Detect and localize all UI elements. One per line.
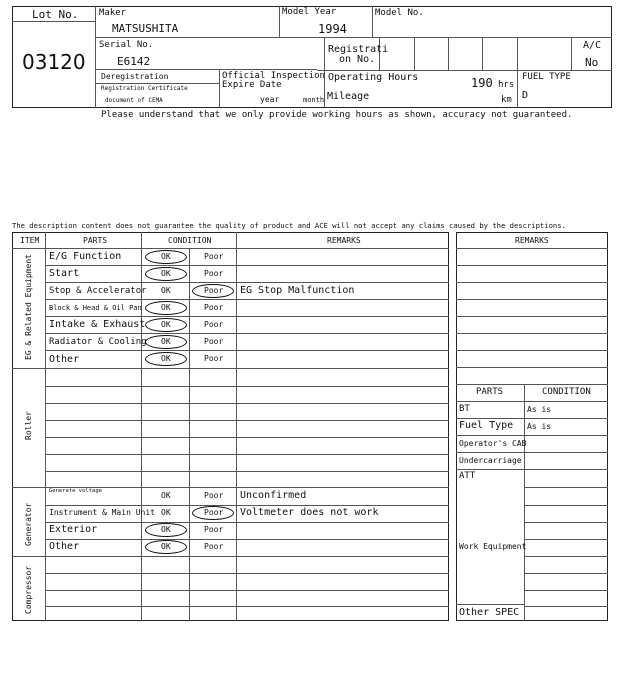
poor-cell: Poor [204, 542, 224, 551]
right-row-line [456, 248, 608, 249]
right-row-line [524, 606, 608, 607]
right-row-line [524, 469, 608, 470]
col-remarks-divider [236, 232, 237, 621]
deregistration-label: Deregistration [101, 72, 169, 81]
ok-cell: OK [161, 303, 171, 312]
maker-label: Maker [99, 8, 127, 18]
document-of-cema-label: document of CEMA [105, 97, 163, 104]
right-row-line [456, 452, 608, 453]
remark-generate-voltage: Unconfirmed [240, 490, 307, 501]
header-row-line-1 [95, 37, 612, 38]
registration-label-1: Registrati [328, 44, 389, 55]
hrs-unit: hrs [498, 80, 515, 90]
ac-label: A/C [583, 40, 602, 51]
model-year-label: Model Year [282, 7, 337, 17]
part-radiator-cooling: Radiator & Cooling [49, 337, 147, 347]
right-row-line [456, 435, 608, 436]
header-remarks: REMARKS [327, 236, 361, 245]
lot-divider [95, 6, 96, 108]
work-equipment-label: Work Equipment [459, 542, 527, 551]
selected-ok-mark [145, 250, 187, 264]
maker-value: MATSUSHITA [112, 22, 179, 35]
row-line [45, 282, 449, 283]
part-other-gen: Other [49, 541, 80, 552]
poor-cell: Poor [204, 303, 224, 312]
ok-cell: OK [161, 508, 171, 517]
poor-cell: Poor [204, 525, 224, 534]
selected-ok-mark [145, 301, 187, 315]
poor-cell: Poor [204, 286, 224, 295]
right-row-line [456, 350, 608, 351]
poor-cell: Poor [204, 354, 224, 363]
ok-cell: OK [161, 320, 171, 329]
fuel-type-value: D [522, 90, 529, 101]
part-block-head-oil-pan: Block & Head & Oil Pan [49, 304, 142, 312]
working-hours-note: Please understand that we only provide working hours as shown, accuracy not guaranteed. [101, 110, 573, 120]
registration-label-2: on No. [339, 54, 376, 65]
part-generate-voltage: Generate voltage [49, 488, 102, 494]
month-label: month [303, 96, 325, 104]
right-row-line [456, 367, 608, 368]
model-no-label: Model No. [375, 8, 424, 18]
right-row-line [456, 316, 608, 317]
right-parts-header: PARTS [476, 387, 504, 397]
header-row-line-2 [95, 69, 317, 70]
poor-cell: Poor [204, 508, 224, 517]
selected-poor-mark [192, 506, 234, 520]
right-row-line [524, 556, 608, 557]
expire-date-label: Expire Date [222, 80, 282, 90]
selected-poor-mark [192, 284, 234, 298]
section-eg-label: EG & Related Equipment [24, 254, 33, 360]
right-row-line [456, 265, 608, 266]
right-row-line [456, 401, 608, 402]
row-line [45, 471, 449, 472]
selected-ok-mark [145, 318, 187, 332]
selected-ok-mark [145, 523, 187, 537]
right-row-line [456, 418, 608, 419]
row-line [45, 590, 449, 591]
main-header-line [12, 248, 449, 249]
part-instrument-main-unit: Instrument & Main Unit [49, 508, 155, 517]
model-year-value: 1994 [318, 22, 347, 36]
section-generator-label: Generator [24, 502, 33, 546]
part-start: Start [49, 268, 80, 279]
right-row-line [524, 573, 608, 574]
col-condition-divider [189, 248, 190, 621]
header-col-line-9 [517, 37, 518, 108]
section-line [12, 368, 449, 369]
ac-value: No [585, 56, 599, 69]
lot-label-line [12, 21, 95, 22]
header-col-line-2 [372, 6, 373, 37]
row-line [45, 333, 449, 334]
ok-cell: OK [161, 491, 171, 500]
row-line [45, 386, 449, 387]
selected-ok-mark [145, 267, 187, 281]
row-line [45, 573, 449, 574]
right-remarks-header: REMARKS [515, 236, 549, 245]
right-row-line [524, 539, 608, 540]
fuel-type-label: FUEL TYPE [522, 72, 571, 82]
part-eg-function: E/G Function [49, 251, 122, 262]
header-col-line-7 [448, 37, 449, 70]
right-cond-bt: As is [527, 405, 552, 414]
lot-no-label: Lot No. [32, 8, 79, 21]
poor-cell: Poor [204, 269, 224, 278]
right-row-line [456, 604, 524, 605]
operating-hours-label: Operating Hours [328, 72, 419, 83]
km-unit: km [501, 95, 512, 105]
right-part-operators-cab: Operator's CAB [459, 439, 527, 448]
right-row-line [456, 469, 524, 470]
col-item-divider [45, 232, 46, 621]
right-row-line [524, 505, 608, 506]
right-part-bt: BT [459, 404, 470, 414]
row-line [45, 403, 449, 404]
right-part-att: ATT [459, 471, 476, 481]
row-line [45, 454, 449, 455]
section-line [12, 556, 449, 557]
right-cond-fuel-type: As is [527, 422, 552, 431]
mileage-label: Mileage [327, 91, 370, 102]
header-col-line-6 [414, 37, 415, 70]
poor-cell: Poor [204, 491, 224, 500]
part-other-eg: Other [49, 354, 80, 365]
ok-cell: OK [161, 542, 171, 551]
poor-cell: Poor [204, 337, 224, 346]
row-line [45, 539, 449, 540]
row-line [45, 522, 449, 523]
header-parts: PARTS [83, 236, 108, 245]
header-col-line-10 [571, 37, 572, 70]
poor-cell: Poor [204, 252, 224, 261]
header-col-line-4 [219, 69, 220, 108]
header-row-line-3 [317, 70, 612, 71]
other-spec-label: Other SPEC [459, 607, 520, 618]
row-line [45, 606, 449, 607]
header-condition: CONDITION [168, 236, 212, 245]
remark-instrument-main-unit: Voltmeter does not work [240, 507, 379, 518]
poor-cell: Poor [204, 320, 224, 329]
right-part-undercarriage: Undercarriage [459, 456, 522, 465]
right-row-line [456, 282, 608, 283]
row-line [45, 437, 449, 438]
selected-ok-mark [145, 540, 187, 554]
right-row-line [456, 384, 608, 385]
ok-cell: OK [161, 286, 171, 295]
section-roller-label: Roller [24, 411, 33, 440]
right-condition-header: CONDITION [542, 387, 591, 397]
registration-certificate-label: Registration Certificate [101, 85, 188, 92]
right-row-line [524, 522, 608, 523]
right-row-line [524, 487, 608, 488]
official-inspection-label: Official Inspection [222, 71, 325, 81]
part-intake-exhaust: Intake & Exhaust [49, 319, 146, 330]
right-row-line [456, 333, 608, 334]
row-line [45, 350, 449, 351]
row-line [45, 316, 449, 317]
right-part-fuel-type: Fuel Type [459, 420, 514, 431]
header-item: ITEM [20, 236, 40, 245]
remark-stop-accelerator: EG Stop Malfunction [240, 285, 355, 296]
right-row-line [524, 590, 608, 591]
header-col-line-8 [482, 37, 483, 70]
serial-no-label: Serial No. [99, 40, 154, 50]
operating-hours-value: 190 [471, 76, 493, 90]
right-col-divider [524, 384, 525, 621]
row-line [45, 420, 449, 421]
part-exterior: Exterior [49, 524, 98, 535]
ok-cell: OK [161, 337, 171, 346]
lot-no-value: 03120 [22, 50, 86, 74]
selected-ok-mark [145, 352, 187, 366]
ok-cell: OK [161, 354, 171, 363]
year-label: year [260, 95, 280, 104]
description-note: The description content does not guarantee the quality of product and ACE will not accept any claims caused by the descriptions. [12, 221, 566, 230]
ok-cell: OK [161, 525, 171, 534]
selected-ok-mark [145, 335, 187, 349]
ok-cell: OK [161, 269, 171, 278]
row-line [45, 505, 449, 506]
header-row-line-4 [95, 83, 219, 84]
right-row-line [456, 299, 608, 300]
header-col-line-1 [279, 6, 280, 37]
serial-no-value: E6142 [117, 55, 151, 68]
part-stop-accelerator: Stop & Accelerator [49, 286, 147, 296]
section-compressor-label: Compressor [24, 565, 33, 614]
ok-cell: OK [161, 252, 171, 261]
row-line [45, 265, 449, 266]
row-line [45, 299, 449, 300]
